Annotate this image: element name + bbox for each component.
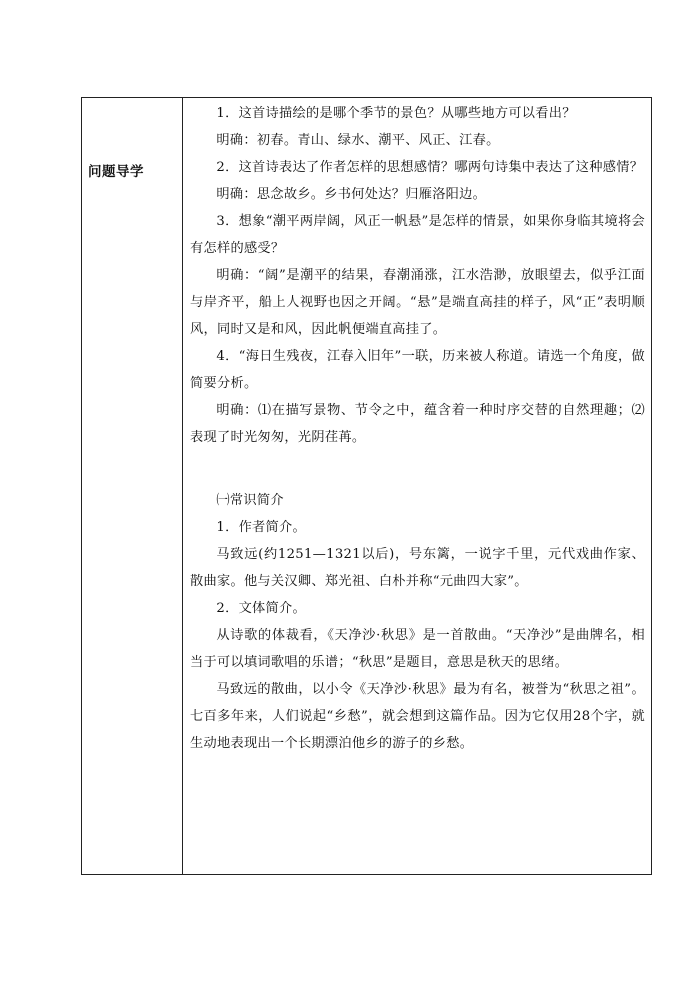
column-divider: [182, 98, 183, 874]
question-2: 2．这首诗表达了作者怎样的思想感情？哪两句诗集中表达了这种感情？: [216, 160, 644, 175]
question-4: 4．“海日生残夜，江春入旧年”一联，历来被人称道。请选一个角度，做简要分析。: [190, 349, 645, 391]
work-paragraph: 马致远的散曲，以小令《天净沙·秋思》最为有名，被誉为“秋思之祖”。七百多年来，人们说起“乡愁”，就会想到这篇作品。因为它仅用28个字，就生动地表现出一个长期漂泊他乡的游子的乡愁。: [190, 682, 645, 751]
answer-2: 明确：思念故乡。乡书何处达？归雁洛阳边。: [216, 187, 487, 202]
question-1: 1．这首诗描绘的是哪个季节的景色？从哪些地方可以看出？: [216, 106, 576, 121]
section-gap: [190, 451, 645, 487]
subheading-genre: 2．文体简介。: [216, 601, 307, 616]
answer-4: 明确：⑴在描写景物、节令之中，蕴含着一种时序交替的自然理趣；⑵表现了时光匆匆，光阴荏苒。: [190, 403, 645, 445]
answer-3: 明确：“阔”是潮平的结果，春潮涌涨，江水浩渺，放眼望去，似乎江面与岸齐平，船上人视野也因之开阔。“悬”是端直高挂的样子，风“正”表明顺风，同时又是和风，因此帆便端直高挂了。: [190, 268, 645, 337]
author-paragraph: 马致远(约1251—1321以后)，号东篱，一说字千里，元代戏曲作家、散曲家。他与关汉卿、郑光祖、白朴并称“元曲四大家”。: [190, 547, 645, 589]
question-3: 3．想象“潮平两岸阔，风正一帆悬”是怎样的情景，如果你身临其境将会有怎样的感受？: [190, 214, 645, 256]
row-label: 问题导学: [88, 164, 144, 180]
section-heading: ㈠常识简介: [216, 493, 284, 508]
content-table: [81, 97, 652, 875]
content-cell: [190, 100, 645, 757]
answer-1: 明确：初春。青山、绿水、潮平、风正、江春。: [216, 133, 500, 148]
genre-paragraph: 从诗歌的体裁看，《天净沙·秋思》是一首散曲。“天净沙”是曲牌名，相当于可以填词歌唱的乐谱；“秋思”是题目，意思是秋天的思绪。: [190, 628, 645, 670]
subheading-author: 1．作者简介。: [216, 520, 307, 535]
